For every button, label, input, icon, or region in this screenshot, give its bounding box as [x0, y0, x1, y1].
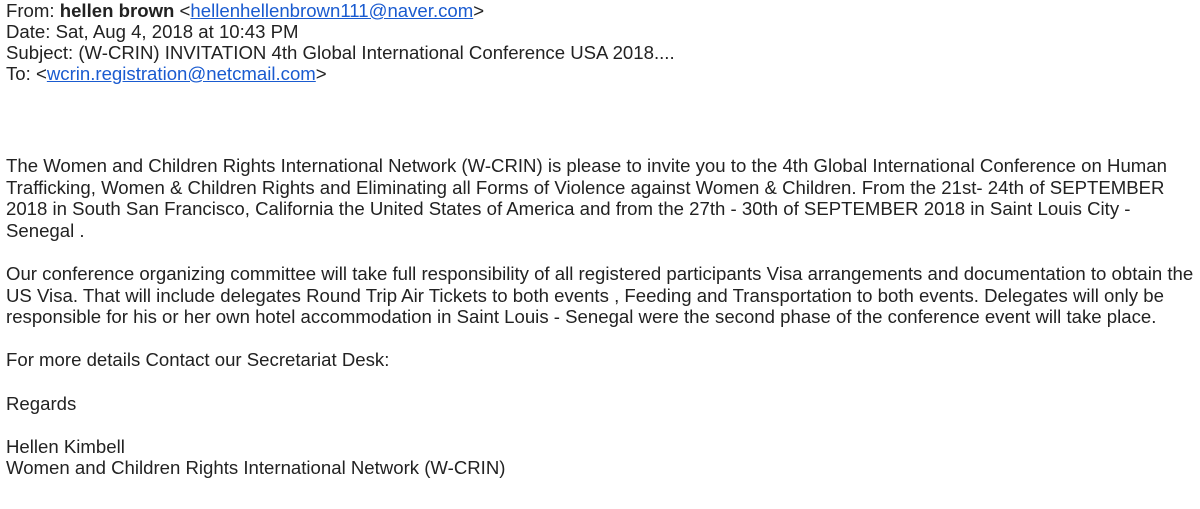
email-header [6, 0, 1198, 84]
signature-name: Hellen Kimbell [6, 435, 125, 457]
responsibility-paragraph: Our conference organizing committee will take full responsibility of all registered participants Visa arrangements and documentation to obtain the US Visa. That will include delegates Round Trip Air Tickets to both events , Feeding and Transportation to both events. Delegates will only be responsible for his or her own hotel accommodation in Saint Louis - Senegal were the second phase of the conference event will take place. [6, 262, 1194, 328]
paragraph-spacer [6, 371, 1198, 393]
from-line: From: hellen brown <hellenhellenbrown111@naver.com> [6, 0, 485, 21]
date-line: Date: Sat, Aug 4, 2018 at 10:43 PM [6, 21, 299, 42]
contact-paragraph: For more details Contact our Secretariat Desk: [6, 349, 390, 371]
paragraph-spacer [6, 328, 1198, 350]
recipient-email-link[interactable]: wcrin.registration@netcmail.com [46, 63, 316, 84]
to-label: To: [6, 63, 36, 84]
signature-organization: Women and Children Rights International Network (W-CRIN) [6, 457, 506, 479]
paragraph-spacer [6, 241, 1198, 263]
email-body [6, 155, 1198, 479]
invitation-paragraph: The Women and Children Rights International Network (W-CRIN) is please to invite you to the 4th Global International Conference on Human Trafficking, Women & Children Rights and Eliminating all Forms of Violence against Women & Children. From the 21st- 24th of SEPTEMBER 2018 in South San Francisco, California the United States of America and from the 27th - 30th of SEPTEMBER 2018 in Saint Louis City - Senegal . [6, 155, 1167, 241]
from-label: From: [6, 0, 60, 21]
sender-email-link[interactable]: hellenhellenbrown111@naver.com [190, 0, 474, 21]
closing-text: Regards [6, 392, 77, 414]
paragraph-spacer [6, 414, 1198, 436]
to-line: To: <wcrin.registration@netcmail.com> [6, 63, 327, 84]
subject-line: Subject: (W-CRIN) INVITATION 4th Global International Conference USA 2018.... [6, 42, 675, 63]
sender-name: hellen brown [59, 0, 175, 21]
